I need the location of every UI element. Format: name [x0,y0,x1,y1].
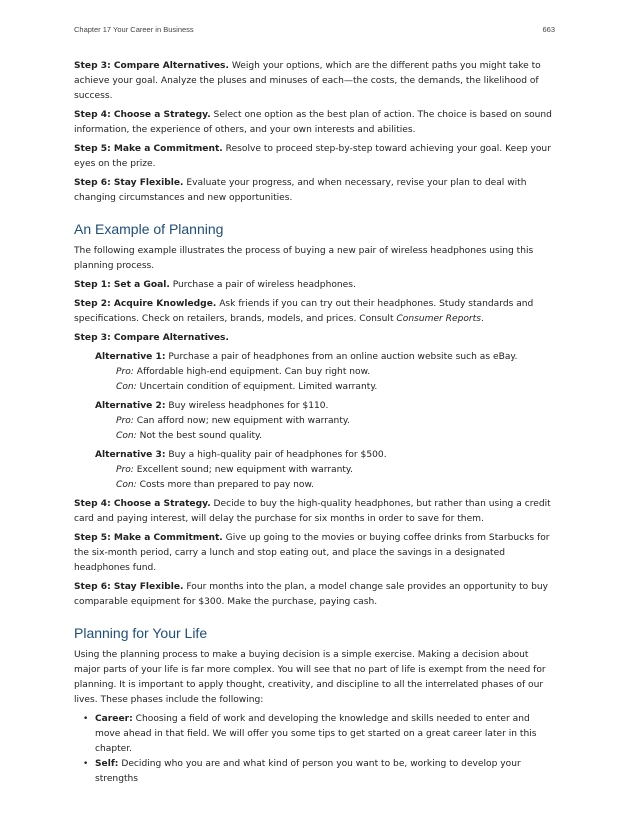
pro-label: Pro: [116,465,134,475]
alternative-label: Alternative 2: [95,401,166,411]
publication-title: Consumer Reports [396,314,481,324]
step-label: Step 5: Make a Commitment. [74,144,223,154]
pro-line [95,365,556,380]
step-text: Decide to buy the high-quality headphones, but rather than using a credit card and paying interest, will delay the purchase for six months in order to save for them. [74,499,551,524]
step-text: Select one option as the best plan of action. The choice is based on sound information, the experience of others, and your own interests and abilities. [74,110,552,135]
con-label: Con: [116,382,137,392]
step-text: Evaluate your progress, and when necessary, revise your plan to deal with changing circumstances and new opportunities. [74,178,527,203]
step-text: Give up going to the movies or buying coffee drinks from Starbucks for the six-month period, carry a lunch and stop eating out, and place the savings in a designated headphones fund. [74,533,550,573]
step-label: Step 3: Compare Alternatives. [74,61,229,71]
step-text: Ask friends if you can try out their headphones. Study standards and specifications. Check on retailers, brands, models, and prices. Consult [74,299,534,324]
example-intro: The following example illustrates the process of buying a new pair of wireless headphones using this planning process. [74,246,534,271]
section-heading-life: Planning for Your Life [74,625,208,641]
alternative-text: Purchase a pair of headphones from an online auction website such as eBay. [165,352,518,362]
pro-text: Can afford now; new equipment with warranty. [133,416,350,426]
example-step-5 [74,531,556,576]
step-4-paragraph [74,108,556,138]
pro-text: Affordable high-end equipment. Can buy right now. [133,367,371,377]
step-label: Step 4: Choose a Strategy. [74,110,211,120]
alternative-line [95,399,556,414]
example-step-4 [74,497,556,527]
con-text: Uncertain condition of equipment. Limited warranty. [136,382,378,392]
example-step-1 [74,278,556,293]
step-label: Step 2: Acquire Knowledge. [74,299,217,309]
step-text-end: . [480,314,484,324]
step-label: Step 5: Make a Commitment. [74,533,223,543]
step-5-paragraph [74,142,556,172]
pro-label: Pro: [116,367,134,377]
con-label: Con: [116,480,137,490]
step-text: Four months into the plan, a model change sale provides an opportunity to buy comparable equipment for $300. Make the purchase, paying cash. [74,582,549,607]
example-step-6 [74,580,556,610]
alternative-2 [95,399,556,444]
con-line [95,429,556,444]
con-text: Not the best sound quality. [136,431,263,441]
pro-line [95,463,556,478]
step-3-paragraph [74,59,556,104]
alternative-text: Buy wireless headphones for $110. [165,401,329,411]
chapter-header: Chapter 17 Your Career in Business [74,25,194,34]
step-text: Weigh your options, which are the different paths you might take to achieve your goal. Analyze the pluses and minuses of each—the costs, the demands, the likelihood of success. [74,61,541,101]
pro-line [95,414,556,429]
item-label: Self: [95,759,119,769]
step-label: Step 6: Stay Flexible. [74,178,184,188]
page-body [74,59,556,787]
con-line [95,478,556,493]
con-text: Costs more than prepared to pay now. [136,480,314,490]
life-phases-list [74,712,556,787]
section-heading-example: An Example of Planning [74,221,224,237]
alternative-label: Alternative 3: [95,450,166,460]
alternative-3 [95,448,556,493]
con-line [95,380,556,395]
step-text: Resolve to proceed step-by-step toward achieving your goal. Keep your eyes on the prize. [74,144,551,169]
pro-text: Excellent sound; new equipment with warranty. [133,465,353,475]
alternative-1 [95,350,556,395]
alternative-label: Alternative 1: [95,352,166,362]
pro-label: Pro: [116,416,134,426]
example-step-3 [74,331,556,346]
step-6-paragraph [74,176,556,206]
alternative-line [95,350,556,365]
alternative-line [95,448,556,463]
step-label: Step 4: Choose a Strategy. [74,499,211,509]
step-text: Purchase a pair of wireless headphones. [169,280,356,290]
list-item [74,757,556,787]
con-label: Con: [116,431,137,441]
item-label: Career: [95,714,133,724]
page-number: 663 [542,25,555,34]
list-item [74,712,556,757]
step-label: Step 1: Set a Goal. [74,280,170,290]
step-label: Step 6: Stay Flexible. [74,582,184,592]
alternative-text: Buy a high-quality pair of headphones for $500. [165,450,387,460]
item-text: Deciding who you are and what kind of person you want to be, working to develop your strengths [95,759,521,784]
life-intro: Using the planning process to make a buying decision is a simple exercise. Making a decision about major parts of your life is far more complex. You will see that no part of life is exempt from the need for planning. It is important to apply thought, creativity, and discipline to all the interrelated phases of our lives. These phases include the following: [74,650,546,705]
step-label: Step 3: Compare Alternatives. [74,333,229,343]
example-step-2 [74,297,556,327]
item-text: Choosing a field of work and developing the knowledge and skills needed to enter and move ahead in that field. We will offer you some tips to get started on a great career later in this chapter. [95,714,537,754]
